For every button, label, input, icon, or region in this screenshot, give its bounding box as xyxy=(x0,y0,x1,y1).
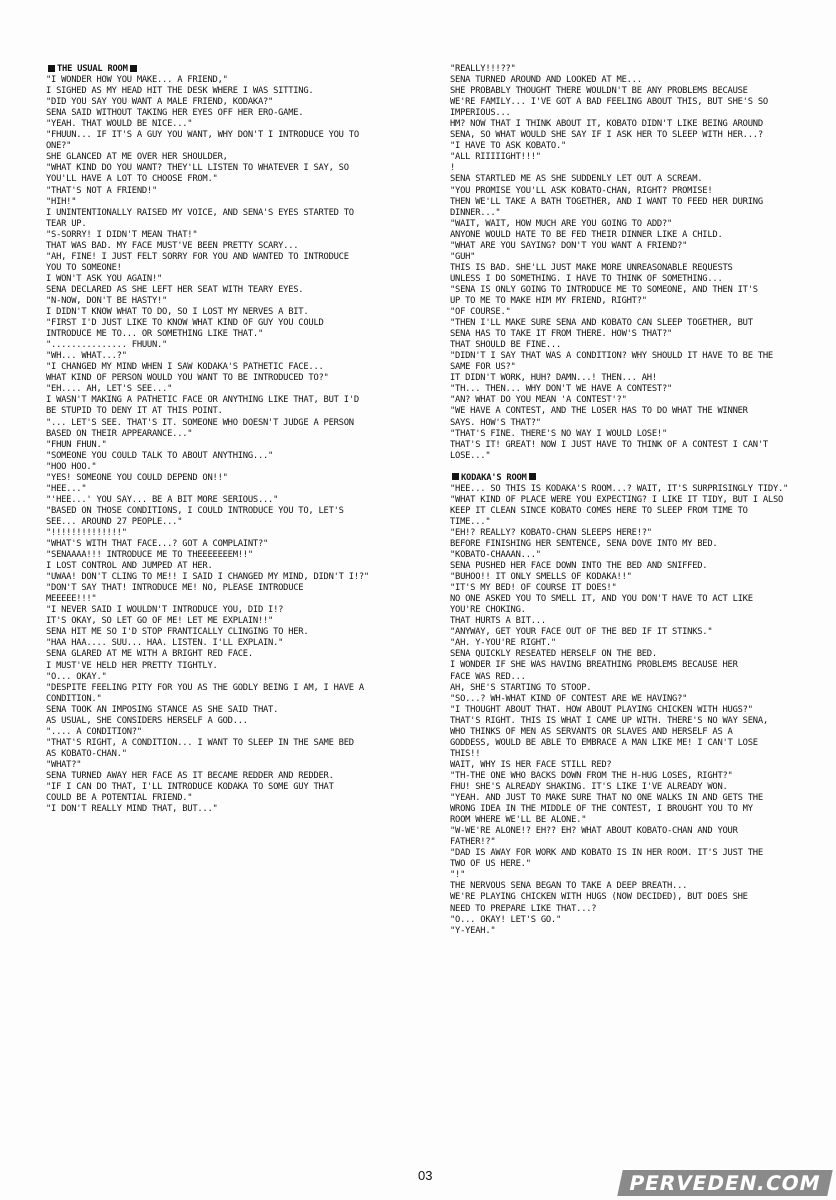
square-bullet-icon xyxy=(130,65,137,72)
page-number: 03 xyxy=(418,1168,433,1183)
text-line: THIS!! xyxy=(450,748,481,759)
text-line: SHE PROBABLY THOUGHT THERE WOULDN'T BE ANY PROBLEMS BECAUSE xyxy=(450,86,748,97)
section-heading-kodakas-room xyxy=(450,473,814,484)
text-line: "WHAT ARE YOU SAYING? DON'T YOU WANT A FRIEND?" xyxy=(450,240,688,251)
text-line: "THAT'S RIGHT, A CONDITION... I WANT TO SLEEP IN THE SAME BED xyxy=(46,737,354,748)
text-line: TEAR UP. xyxy=(46,218,87,229)
section-heading-usual-room xyxy=(46,64,406,75)
text-line: "HIH!" xyxy=(46,196,77,207)
text-line: SENA PUSHED HER FACE DOWN INTO THE BED AND SNIFFED. xyxy=(450,561,708,572)
text-line: "S-SORRY! I DIDN'T MEAN THAT!" xyxy=(46,229,198,240)
text-line: SENA GLARED AT ME WITH A BRIGHT RED FACE. xyxy=(46,649,253,660)
text-line: "SOMEONE YOU COULD TALK TO ABOUT ANYTHING..." xyxy=(46,450,274,461)
text-line: THAT'S RIGHT. THIS IS WHAT I CAME UP WITH. THERE'S NO WAY SENA, xyxy=(450,715,768,726)
text-line: "DAD IS AWAY FOR WORK AND KOBATO IS IN HER ROOM. IT'S JUST THE xyxy=(450,848,763,859)
text-line: LOSE..." xyxy=(450,450,491,461)
text-line: SENA HAS TO TAKE IT FROM THERE. HOW'S THAT?" xyxy=(450,329,673,340)
text-line: IMPERIOUS... xyxy=(450,108,511,119)
text-line: "FHUUN... IF IT'S A GUY YOU WANT, WHY DON'T I INTRODUCE YOU TO xyxy=(46,130,359,141)
text-line: THEN WE'LL TAKE A BATH TOGETHER, AND I WANT TO FEED HER DURING xyxy=(450,196,763,207)
text-line: YOU'LL HAVE A LOT TO CHOOSE FROM." xyxy=(46,174,218,185)
text-line: THAT SHOULD BE FINE... xyxy=(450,340,562,351)
text-line: "O... OKAY! LET'S GO." xyxy=(450,914,562,925)
text-line: I SIGHED AS MY HEAD HIT THE DESK WHERE I WAS SITTING. xyxy=(46,86,314,97)
text-line: "KOBATO-CHAAAN..." xyxy=(450,550,541,561)
watermark-logo: PERVEDEN.COM xyxy=(617,1170,833,1196)
text-line: SENA DECLARED AS SHE LEFT HER SEAT WITH TEARY EYES. xyxy=(46,284,304,295)
text-line: INTRODUCE ME TO... OR SOMETHING LIKE THAT." xyxy=(46,329,263,340)
text-line: I MUST'VE HELD HER PRETTY TIGHTLY. xyxy=(46,660,218,671)
text-line: YOU TO SOMEONE! xyxy=(46,262,122,273)
text-line: HM? NOW THAT I THINK ABOUT IT, KOBATO DIDN'T LIKE BEING AROUND xyxy=(450,119,763,130)
text-line: BE STUPID TO DENY IT AT THIS POINT. xyxy=(46,406,223,417)
text-line: TWO OF US HERE." xyxy=(450,859,531,870)
text-line: MEEEEE!!!" xyxy=(46,594,97,605)
text-line: WRONG IDEA IN THE MIDDLE OF THE CONTEST, I BROUGHT YOU TO MY xyxy=(450,804,753,815)
text-line: "TH... THEN... WHY DON'T WE HAVE A CONTEST?" xyxy=(450,384,673,395)
text-line: "YES! SOMEONE YOU COULD DEPEND ON!!" xyxy=(46,472,228,483)
text-line: IT DIDN'T WORK, HUH? DAMN...! THEN... AH! xyxy=(450,373,657,384)
text-line: "WAIT, WAIT, HOW MUCH ARE YOU GOING TO ADD?" xyxy=(450,218,673,229)
text-line: "Y-YEAH." xyxy=(450,925,496,936)
text-line: "IF I CAN DO THAT, I'LL INTRODUCE KODAKA TO SOME GUY THAT xyxy=(46,782,334,793)
text-line: AS KOBATO-CHAN." xyxy=(46,748,127,759)
text-line: "AH. Y-YOU'RE RIGHT." xyxy=(450,638,556,649)
text-line: "SENA IS ONLY GOING TO INTRODUCE ME TO SOMEONE, AND THEN IT'S xyxy=(450,284,758,295)
square-bullet-icon xyxy=(529,473,536,480)
square-bullet-icon xyxy=(48,65,55,72)
text-line: "DID YOU SAY YOU WANT A MALE FRIEND, KODAKA?" xyxy=(46,97,274,108)
heading-text: THE USUAL ROOM xyxy=(57,64,128,74)
text-line: THAT'S IT! GREAT! NOW I JUST HAVE TO THINK OF A CONTEST I CAN'T xyxy=(450,439,768,450)
text-line: "WHAT?" xyxy=(46,759,82,770)
text-line: NEED TO PREPARE LIKE THAT...? xyxy=(450,903,597,914)
text-line: IT'S OKAY, SO LET GO OF ME! LET ME EXPLAIN!!" xyxy=(46,616,274,627)
text-line: "HOO HOO." xyxy=(46,461,97,472)
text-line: "WHAT KIND OF PLACE WERE YOU EXPECTING? I LIKE IT TIDY, BUT I ALSO xyxy=(450,494,784,505)
text-line: "WE HAVE A CONTEST, AND THE LOSER HAS TO DO WHAT THE WINNER xyxy=(450,406,748,417)
text-line: "THEN I'LL MAKE SURE SENA AND KOBATO CAN SLEEP TOGETHER, BUT xyxy=(450,318,753,329)
text-line: AS USUAL, SHE CONSIDERS HERSELF A GOD... xyxy=(46,715,248,726)
text-line: "DIDN'T I SAY THAT WAS A CONDITION? WHY SHOULD IT HAVE TO BE THE xyxy=(450,351,773,362)
text-line: "WHAT KIND DO YOU WANT? THEY'LL LISTEN TO WHATEVER I SAY, SO xyxy=(46,163,349,174)
text-line: THAT HURTS A BIT... xyxy=(450,616,546,627)
text-line: SENA TURNED AROUND AND LOOKED AT ME... xyxy=(450,75,642,86)
text-line: I WONDER IF SHE WAS HAVING BREATHING PROBLEMS BECAUSE HER xyxy=(450,660,738,671)
text-line: SENA QUICKLY RESEATED HERSELF ON THE BED. xyxy=(450,649,657,660)
text-line: "I NEVER SAID I WOULDN'T INTRODUCE YOU, DID I!? xyxy=(46,605,284,616)
text-line: WE'RE FAMILY... I'VE GOT A BAD FEELING ABOUT THIS, BUT SHE'S SO xyxy=(450,97,768,108)
text-line: "HEE..." xyxy=(46,483,87,494)
text-line: CONDITION." xyxy=(46,693,102,704)
text-line: "DON'T SAY THAT! INTRODUCE ME! NO, PLEASE INTRODUCE xyxy=(46,583,304,594)
text-line: "I THOUGHT ABOUT THAT. HOW ABOUT PLAYING CHICKEN WITH HUGS?" xyxy=(450,704,753,715)
text-line: ! xyxy=(450,163,456,174)
text-line: "I HAVE TO ASK KOBATO." xyxy=(450,141,567,152)
text-line: SENA SAID WITHOUT TAKING HER EYES OFF HER ERO-GAME. xyxy=(46,108,304,119)
text-line: UNLESS I DO SOMETHING. I HAVE TO THINK OF SOMETHING... xyxy=(450,273,723,284)
text-line: FATHER!?" xyxy=(450,837,496,848)
text-line: COULD BE A POTENTIAL FRIEND." xyxy=(46,793,193,804)
text-line: BASED ON THEIR APPEARANCE..." xyxy=(46,428,193,439)
text-line: I DIDN'T KNOW WHAT TO DO, SO I LOST MY NERVES A BIT. xyxy=(46,307,309,318)
text-line: "FHUN FHUN." xyxy=(46,439,107,450)
text-line: WHO THINKS OF MEN AS SERVANTS OR SLAVES AND HERSELF AS A xyxy=(450,726,733,737)
text-line: "EH!? REALLY? KOBATO-CHAN SLEEPS HERE!?" xyxy=(450,527,652,538)
text-line: THAT WAS BAD. MY FACE MUST'VE BEEN PRETTY SCARY... xyxy=(46,240,299,251)
text-line: I UNINTENTIONALLY RAISED MY VOICE, AND SENA'S EYES STARTED TO xyxy=(46,207,354,218)
text-line: I WON'T ASK YOU AGAIN!" xyxy=(46,273,163,284)
text-line: "N-NOW, DON'T BE HASTY!" xyxy=(46,295,168,306)
text-line: FACE WAS RED... xyxy=(450,671,526,682)
text-line: "SENAAAA!!! INTRODUCE ME TO THEEEEEEEM!!" xyxy=(46,550,253,561)
text-line: I LOST CONTROL AND JUMPED AT HER. xyxy=(46,561,213,572)
text-line: SENA STARTLED ME AS SHE SUDDENLY LET OUT A SCREAM. xyxy=(450,174,703,185)
square-bullet-icon xyxy=(452,473,459,480)
text-line: ONE?" xyxy=(46,141,72,152)
text-line: TIME..." xyxy=(450,516,491,527)
text-line: "WH... WHAT...?" xyxy=(46,351,127,362)
text-line: SENA, SO WHAT WOULD SHE SAY IF I ASK HER TO SLEEP WITH HER...? xyxy=(450,130,763,141)
text-line: "W-WE'RE ALONE!? EH?? EH? WHAT ABOUT KOBATO-CHAN AND YOUR xyxy=(450,826,738,837)
text-line: WAIT, WHY IS HER FACE STILL RED? xyxy=(450,759,612,770)
text-line: "TH-THE ONE WHO BACKS DOWN FROM THE H-HUG LOSES, RIGHT?" xyxy=(450,770,733,781)
text-line: "WHAT'S WITH THAT FACE...? GOT A COMPLAINT?" xyxy=(46,539,269,550)
text-line: SENA TURNED AWAY HER FACE AS IT BECAME REDDER AND REDDER. xyxy=(46,771,334,781)
text-line: "YEAH. AND JUST TO MAKE SURE THAT NO ONE WALKS IN AND GETS THE xyxy=(450,793,763,804)
text-line: AH, SHE'S STARTING TO STOOP. xyxy=(450,682,592,693)
text-line: "SO...? WH-WHAT KIND OF CONTEST ARE WE HAVING?" xyxy=(450,693,688,704)
text-line: YOU'RE CHOKING. xyxy=(450,605,526,616)
text-line: "BASED ON THOSE CONDITIONS, I COULD INTRODUCE YOU TO, LET'S xyxy=(46,505,344,516)
text-line: "IT'S MY BED! OF COURSE IT DOES!" xyxy=(450,583,617,594)
text-line: SHE GLANCED AT ME OVER HER SHOULDER, xyxy=(46,152,228,163)
text-line: "... LET'S SEE. THAT'S IT. SOMEONE WHO DOESN'T JUDGE A PERSON xyxy=(46,417,354,428)
text-line: "FIRST I'D JUST LIKE TO KNOW WHAT KIND OF GUY YOU COULD xyxy=(46,318,324,329)
text-line: "ALL RIIIIIGHT!!!" xyxy=(450,152,541,163)
text-line: SEE... AROUND 27 PEOPLE..." xyxy=(46,516,183,527)
text-line: THIS IS BAD. SHE'LL JUST MAKE MORE UNREASONABLE REQUESTS xyxy=(450,262,733,273)
text-line: KEEP IT CLEAN SINCE KOBATO COMES HERE TO SLEEP FROM TIME TO xyxy=(450,505,748,516)
text-line: "I CHANGED MY MIND WHEN I SAW KODAKA'S PATHETIC FACE... xyxy=(46,362,324,373)
text-line: "YEAH. THAT WOULD BE NICE..." xyxy=(46,119,193,130)
heading-text: KODAKA'S ROOM xyxy=(461,472,527,483)
text-line: "O... OKAY." xyxy=(46,671,107,682)
text-line: "'HEE...' YOU SAY... BE A BIT MORE SERIOUS..." xyxy=(46,494,279,505)
text-line: "UWAA! DON'T CLING TO ME!! I SAID I CHANGED MY MIND, DIDN'T I!?" xyxy=(46,572,369,583)
text-line: "HAA HAA.... SUU... HAA. LISTEN. I'LL EXPLAIN." xyxy=(46,638,284,649)
text-line: "AH, FINE! I JUST FELT SORRY FOR YOU AND WANTED TO INTRODUCE xyxy=(46,251,349,262)
text-line: "!" xyxy=(450,870,466,881)
text-line: SAME FOR US?" xyxy=(450,362,516,373)
text-line: "OF COURSE." xyxy=(450,307,511,318)
text-line: "GUH" xyxy=(450,251,476,262)
text-line: SAYS. HOW'S THAT?" xyxy=(450,417,541,428)
text-line: GODDESS, WOULD BE ABLE TO EMBRACE A MAN LIKE ME! I CAN'T LOSE xyxy=(450,737,758,748)
text-line: "I DON'T REALLY MIND THAT, BUT..." xyxy=(46,804,218,815)
text-line: "DESPITE FEELING PITY FOR YOU AS THE GODLY BEING I AM, I HAVE A xyxy=(46,682,364,693)
text-line: "REALLY!!!??" xyxy=(450,64,516,74)
text-line: "I WONDER HOW YOU MAKE... A FRIEND," xyxy=(46,75,228,86)
text-line: "THAT'S FINE. THERE'S NO WAY I WOULD LOSE!" xyxy=(450,428,667,439)
section-spacer xyxy=(450,462,814,473)
text-line: "HEE... SO THIS IS KODAKA'S ROOM...? WAIT, IT'S SURPRISINGLY TIDY." xyxy=(450,483,789,494)
text-line: THE NERVOUS SENA BEGAN TO TAKE A DEEP BREATH... xyxy=(450,881,688,892)
text-line: "BUHOO!! IT ONLY SMELLS OF KODAKA!!" xyxy=(450,572,632,583)
text-line: ANYONE WOULD HATE TO BE FED THEIR DINNER LIKE A CHILD. xyxy=(450,229,723,240)
text-line: "YOU PROMISE YOU'LL ASK KOBATO-CHAN, RIGHT? PROMISE! xyxy=(450,185,713,196)
text-line: SENA HIT ME SO I'D STOP FRANTICALLY CLINGING TO HER. xyxy=(46,627,309,638)
text-line: "............... FHUUN." xyxy=(46,340,168,351)
text-line: FHU! SHE'S ALREADY SHAKING. IT'S LIKE I'VE ALREADY WON. xyxy=(450,782,728,792)
text-line: SENA TOOK AN IMPOSING STANCE AS SHE SAID THAT. xyxy=(46,704,279,715)
right-text-column xyxy=(450,64,814,937)
text-line: "THAT'S NOT A FRIEND!" xyxy=(46,185,158,196)
text-line: BEFORE FINISHING HER SENTENCE, SENA DOVE INTO MY BED. xyxy=(450,538,718,549)
text-line: ROOM WHERE WE'LL BE ALONE." xyxy=(450,815,587,826)
text-line: I WASN'T MAKING A PATHETIC FACE OR ANYTHING LIKE THAT, BUT I'D xyxy=(46,395,359,406)
text-line: "!!!!!!!!!!!!!!" xyxy=(46,527,127,538)
text-line: NO ONE ASKED YOU TO SMELL IT, AND YOU DON'T HAVE TO ACT LIKE xyxy=(450,594,753,605)
text-line: "ANYWAY, GET YOUR FACE OUT OF THE BED IF IT STINKS." xyxy=(450,627,713,638)
text-line: WHAT KIND OF PERSON WOULD YOU WANT TO BE INTRODUCED TO?" xyxy=(46,373,329,384)
text-line: UP TO ME TO MAKE HIM MY FRIEND, RIGHT?" xyxy=(450,295,647,306)
text-line: WE'RE PLAYING CHICKEN WITH HUGS (NOW DECIDED), BUT DOES SHE xyxy=(450,892,748,903)
text-line: "EH.... AH, LET'S SEE..." xyxy=(46,384,173,395)
text-line: "AN? WHAT DO YOU MEAN 'A CONTEST'?" xyxy=(450,395,627,406)
text-line: DINNER..." xyxy=(450,207,501,218)
left-text-column xyxy=(46,64,406,815)
text-line: ".... A CONDITION?" xyxy=(46,726,142,737)
